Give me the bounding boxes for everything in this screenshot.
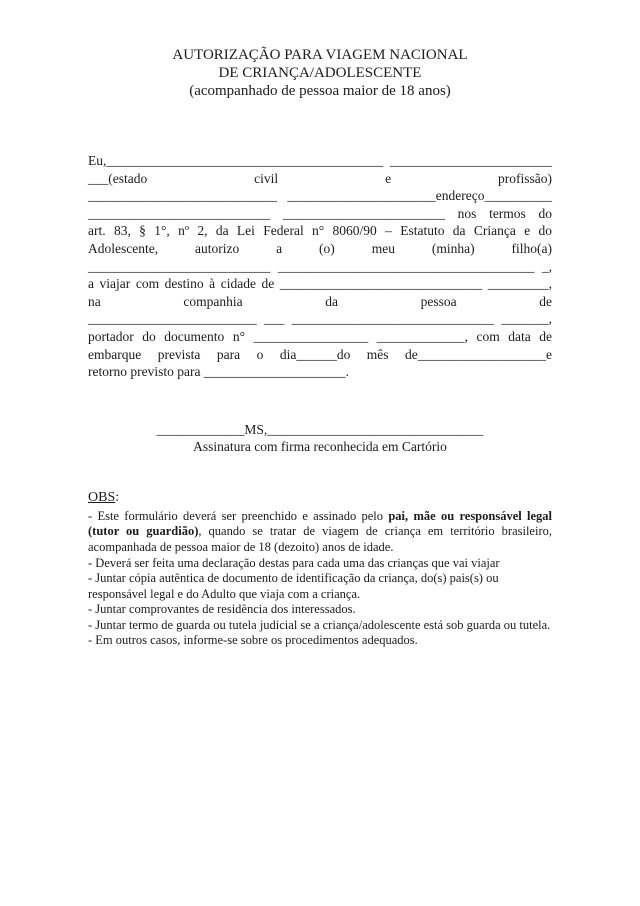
signature-block <box>88 421 552 456</box>
document-content <box>88 46 552 649</box>
form-line-address: ____________________________ ______________________endereço__________ <box>88 188 552 204</box>
form-line-person-name-blank: _________________________ ___ ______________________________ _______, <box>88 311 552 327</box>
title-line-2: DE CRIANÇA/ADOLESCENTE <box>218 65 422 81</box>
obs-item-one-per-child: - Deverá ser feita uma declaração destas para cada uma das crianças que vai viajar <box>88 555 500 570</box>
title-line-1: AUTORIZAÇÃO PARA VIAGEM NACIONAL <box>172 47 468 63</box>
obs-heading-label: OBS <box>88 489 116 505</box>
form-line-civil-status: ___(estado civil e profissão) <box>88 170 552 186</box>
form-line-company-of-person: na companhia da pessoa de <box>88 293 552 309</box>
obs-item-guardianship-term: - Juntar termo de guarda ou tutela judicial se a criança/adolescente está sob guarda ou tutela. <box>88 617 551 632</box>
form-line-legal-terms-intro: ___________________________ ________________________ nos termos do <box>88 205 552 221</box>
obs-item-proof-of-residence: - Juntar comprovantes de residência dos interessados. <box>88 602 356 617</box>
form-line-name: Eu,_________________________________________ ________________________ <box>88 153 552 168</box>
obs-heading-colon: : <box>115 489 120 505</box>
form-line-law-reference: art. 83, § 1°, nº 2, da Lei Federal n° 8060/90 – Estatuto da Criança e do <box>88 223 552 239</box>
form-line-authorize-child: Adolescente, autorizo a (o) meu (minha) filho(a) <box>88 240 552 256</box>
form-line-child-name-blank: ___________________________ ______________________________________ _, <box>88 258 552 274</box>
obs-heading <box>88 489 552 507</box>
obs-list <box>88 509 552 649</box>
obs-item-other-cases: - Em outros casos, informe-se sobre os procedimentos adequados. <box>88 633 418 648</box>
obs-item-attach-id-copy: - Juntar cópia autêntica de documento de identificação da criança, do(s) pais(s) ou responsável legal e do Adulto que viaja com a criança. <box>88 571 499 601</box>
form-line-departure-date: embarque prevista para o dia______do mês de___________________e <box>88 346 552 362</box>
obs-item-fill-and-sign <box>88 509 552 556</box>
form-line-destination-city: a viajar com destino à cidade de ______________________________ _________, <box>88 276 552 292</box>
title-line-3: (acompanhado de pessoa maior de 18 anos) <box>189 83 451 99</box>
form-line-document-number: portador do documento n° _________________ _____________, com data de <box>88 328 552 344</box>
obs-item1-normal-1: - Este formulário deverá ser preenchido e assinado pelo <box>88 508 389 523</box>
obs-item1-normal-2: , quando se tratar de viagem de criança em território brasileiro, acompanhada de pessoa maior de 18 (dezoito) anos de idade. <box>88 524 552 554</box>
obs-item1-bold: pai, mãe ou responsável legal (tutor ou guardião) <box>88 508 553 539</box>
authorization-paragraph <box>88 152 552 381</box>
signature-city-date-line: _____________MS,________________________________ <box>156 421 484 437</box>
document-title <box>88 46 552 100</box>
form-line-return-date: retorno previsto para _____________________. <box>88 364 349 380</box>
signature-caption: Assinatura com firma reconhecida em Cartório <box>193 439 447 455</box>
